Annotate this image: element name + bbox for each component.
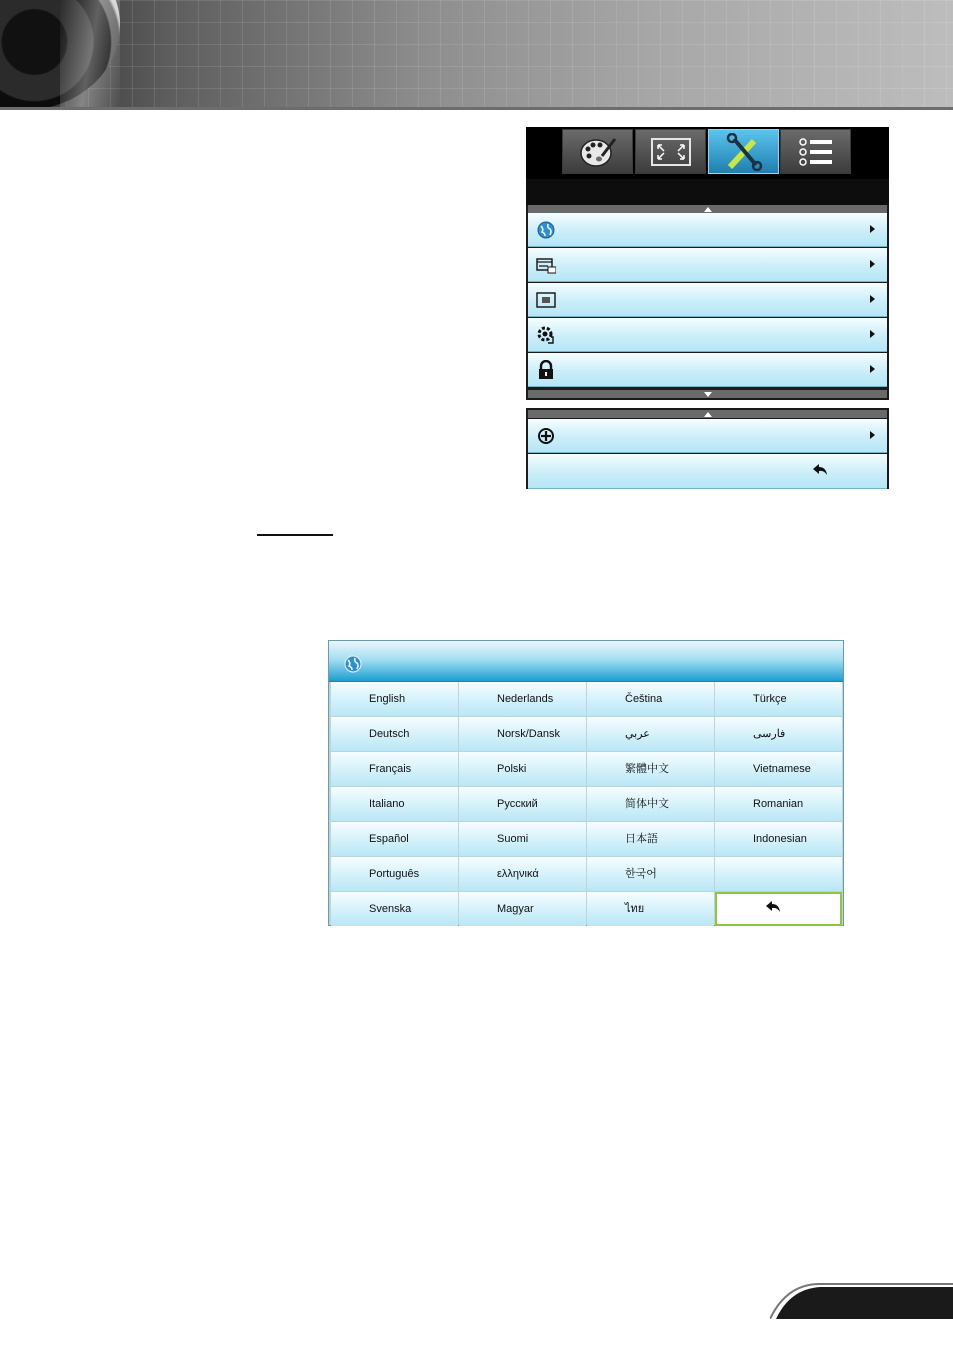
tab-setup[interactable]	[708, 129, 779, 174]
language-option-portugues[interactable]	[331, 857, 458, 891]
language-label: Français	[369, 763, 412, 775]
language-label: Vietnamese	[753, 763, 811, 775]
language-option-greek[interactable]	[459, 857, 586, 891]
return-button[interactable]	[715, 892, 842, 926]
menu-row-advanced[interactable]	[528, 419, 887, 453]
language-option-arabic[interactable]	[587, 717, 714, 751]
language-option-english[interactable]	[331, 682, 458, 716]
tab-display[interactable]	[635, 129, 706, 174]
scroll-up-icon	[704, 207, 712, 212]
language-label: 繁體中文	[625, 763, 669, 775]
menu-row-return[interactable]	[528, 454, 887, 489]
globe-icon	[343, 654, 363, 674]
scroll-down-indicator[interactable]	[528, 390, 887, 398]
language-option-turkce[interactable]	[715, 682, 842, 716]
gear-settings-icon	[536, 325, 556, 345]
submenu-arrow-icon	[870, 330, 875, 338]
language-label: 한국어	[625, 868, 657, 880]
language-label: Nederlands	[497, 693, 554, 705]
language-option-vietnamese[interactable]	[715, 752, 842, 786]
osd-main-menu	[526, 127, 889, 489]
language-dialog-header	[329, 641, 843, 682]
language-option-empty	[715, 857, 842, 891]
page-corner-tab	[770, 1283, 953, 1319]
display-mode-icon	[536, 290, 556, 310]
language-option-francais[interactable]	[331, 752, 458, 786]
submenu-arrow-icon	[870, 431, 875, 439]
submenu-arrow-icon	[870, 225, 875, 233]
language-option-indonesian[interactable]	[715, 822, 842, 856]
lock-icon	[536, 360, 556, 380]
language-label: 简体中文	[625, 798, 669, 810]
tools-icon	[724, 133, 764, 171]
menu-row-settings[interactable]	[528, 318, 887, 352]
globe-icon	[536, 220, 556, 240]
advanced-plus-icon	[536, 426, 556, 446]
language-label: Svenska	[369, 903, 412, 915]
palette-icon	[578, 134, 618, 170]
back-arrow-icon	[765, 901, 781, 913]
language-label: Romanian	[753, 798, 804, 810]
language-option-espanol[interactable]	[331, 822, 458, 856]
language-label: English	[369, 693, 406, 705]
scroll-up-icon	[704, 412, 712, 417]
banner-bottom-line	[0, 107, 953, 110]
osd-tab-bar	[526, 127, 889, 179]
language-option-suomi[interactable]	[459, 822, 586, 856]
language-label: Suomi	[497, 833, 529, 845]
language-label: Русский	[497, 798, 538, 810]
language-label: 日本語	[625, 833, 658, 845]
language-option-deutsch[interactable]	[331, 717, 458, 751]
menu-settings-icon	[536, 255, 556, 275]
language-label: Polski	[497, 763, 527, 775]
language-option-magyar[interactable]	[459, 892, 586, 926]
language-label: Magyar	[497, 903, 534, 915]
section-underline	[257, 534, 333, 536]
language-label: Português	[369, 868, 420, 880]
language-dialog	[328, 640, 844, 926]
menu-row-menu-settings[interactable]	[528, 248, 887, 282]
language-label: Italiano	[369, 798, 405, 810]
language-option-korean[interactable]	[587, 857, 714, 891]
menu-row-security[interactable]	[528, 353, 887, 387]
language-label: فارسی	[753, 728, 786, 740]
language-option-polski[interactable]	[459, 752, 586, 786]
screen-expand-icon	[650, 137, 692, 167]
language-label: Čeština	[625, 693, 663, 705]
language-option-russian[interactable]	[459, 787, 586, 821]
language-option-thai[interactable]	[587, 892, 714, 926]
submenu-arrow-icon	[870, 365, 875, 373]
scroll-up-indicator[interactable]	[528, 205, 887, 213]
scroll-down-icon	[704, 392, 712, 397]
language-option-farsi[interactable]	[715, 717, 842, 751]
menu-separator	[526, 400, 889, 408]
tab-image[interactable]	[562, 129, 633, 174]
language-label: Indonesian	[753, 833, 807, 845]
language-option-simplified-chinese[interactable]	[587, 787, 714, 821]
language-label: عربي	[625, 728, 650, 740]
language-option-japanese[interactable]	[587, 822, 714, 856]
language-label: Norsk/Dansk	[497, 728, 560, 740]
language-label: Türkçe	[753, 693, 787, 705]
submenu-arrow-icon	[870, 295, 875, 303]
language-label: ελληνικά	[497, 868, 539, 880]
back-arrow-icon	[812, 464, 828, 476]
language-option-svenska[interactable]	[331, 892, 458, 926]
banner-grid-pattern	[0, 0, 953, 110]
menu-row-display-mode[interactable]	[528, 283, 887, 317]
menu-row-language[interactable]	[528, 213, 887, 247]
language-label: ไทย	[625, 903, 645, 915]
tab-options[interactable]	[780, 129, 851, 174]
language-option-norsk-dansk[interactable]	[459, 717, 586, 751]
language-option-italiano[interactable]	[331, 787, 458, 821]
language-option-cestina[interactable]	[587, 682, 714, 716]
language-option-nederlands[interactable]	[459, 682, 586, 716]
language-label: Deutsch	[369, 728, 410, 740]
language-label: Español	[369, 833, 409, 845]
osd-title-bar	[526, 179, 889, 205]
banner-highlight	[60, 0, 120, 110]
header-banner	[0, 0, 953, 110]
language-option-traditional-chinese[interactable]	[587, 752, 714, 786]
list-icon	[799, 138, 833, 166]
scroll-up-indicator-lower[interactable]	[528, 410, 887, 418]
submenu-arrow-icon	[870, 260, 875, 268]
language-option-romanian[interactable]	[715, 787, 842, 821]
